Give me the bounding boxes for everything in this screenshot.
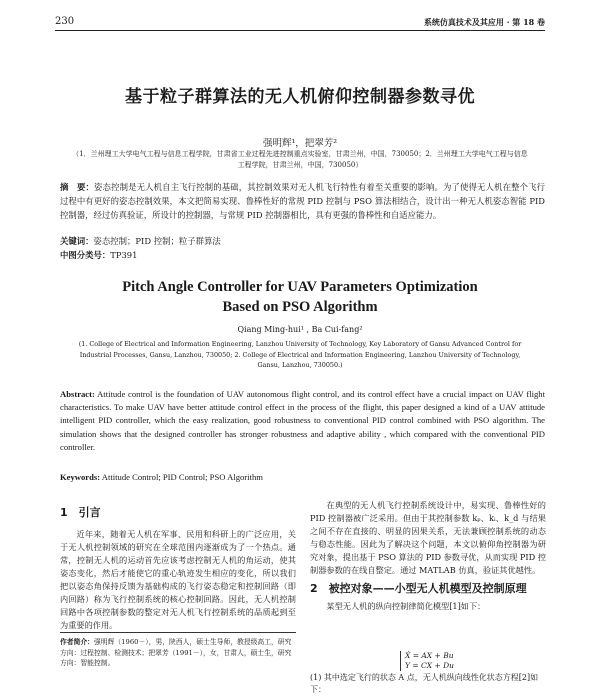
page-number: 230 — [55, 16, 75, 27]
keywords-english-text: Attitude Control; PID Control; PSO Algorithm — [100, 472, 263, 482]
equation-line-1: Ẋ = AX + Bu — [405, 651, 454, 660]
abstract-chinese-text: 姿态控制是无人机自主飞行控制的基础，其控制效果对无人机飞行特性有着至关重要的影响。为了使得无人机在整个飞行过程中有更好的姿态控制效果，本文把简易实现、鲁棒性好的常规 PID 控制与 PSO 算法相结合，设计出一种无人机姿态智能 PID 控制器，经过仿真验证，所设计的控制器，与常规 PID 控制器相比，具有更强的鲁棒性和自适应能力。 — [60, 182, 545, 220]
abstract-english-text: Attitude control is the foundation of UAV autonomous flight control, and its control effect have a crucial impact on UAV flight characteristics. To make UAV have better attitude control effect in the process of the flight, this paper designed a kind of a UAV attitude intelligent PID controller, which the easy realization, good robustness to conventional PID control combined with PSO algorithm. The simulation shows that the designed controller has stronger robustness and adaptive ability , which compared with the conventional PID controller. — [60, 389, 545, 452]
affiliation-chinese: （1．兰州理工大学电气工程与信息工程学院，甘肃省工业过程先进控制重点实验室，甘肃兰州，中国，730050；2．兰州理工大学电气工程与信息工程学院，甘肃兰州，中国，730050） — [72, 150, 528, 169]
running-header — [55, 14, 545, 31]
right-column — [310, 499, 546, 613]
affiliation-english: (1. College of Electrical and Information Engineering, Lanzhou University of Technology, Key Laboratory of Gansu Advanced Control for Industrial Processes, Gansu, Lanzhou, 730050; 2. College of Electrical and Information Engineering, Lanzhou University of Technology, Gansu, Lanzhou, 730050.) — [78, 340, 522, 369]
title-english-line2: Based on PSO Algorithm — [222, 299, 378, 315]
abstract-english — [60, 388, 545, 454]
abstract-chinese — [60, 181, 545, 222]
section-1-paragraph: 近年来，随着无人机在军事、民用和科研上的广泛应用，关于无人机控制领域的研究在全球范围内逐渐成为了一个热点。通常，控制无人机的运动首先应该考虑控制无人机的角运动，使其姿态变化，然后才能使它的重心轨迹发生相应的变化，所以我们把以姿态角保持反馈为基础构成的飞行姿态稳定和控制回路（即内回路）称为飞行控制系统的核心控制回路。因此，无人机控制回路中各项控制参数的整定对无人机飞行控制系统的品质起到至为重要的作用。 — [60, 529, 296, 630]
title-english — [0, 277, 600, 317]
classification-number — [60, 249, 545, 261]
left-column — [60, 505, 296, 632]
title-english-line1: Pitch Angle Controller for UAV Parameters Optimization — [122, 279, 478, 295]
equation-tail-text: (1) 其中选定飞行的状态 A 点，无人机纵向线性化状态方程[2]如下： — [310, 673, 539, 694]
right-paragraph-1: 在典型的无人机飞行控制系统设计中，易实现、鲁棒性好的 PID 控制器被广泛采用。但由于其控制参数 kₚ、kᵢ、k_d 与结果之间不存在直接的、明显的因果关系，无法兼顾控制系统的动态与稳态性能。因此为了解决这个问题，本文以俯仰角控制器为研究对象，提出基于 PSO 算法的 PID 参数寻优，从而实现 PID 控制器参数的在线自整定。通过 MATLAB 仿真，验证其优越性。 — [310, 500, 546, 575]
keywords-chinese-label: 关键词： — [60, 236, 94, 246]
section-2-heading: 2 被控对象——小型无人机模型及控制原理 — [310, 582, 527, 595]
author-footnote — [60, 632, 296, 669]
keywords-chinese — [60, 235, 545, 248]
right-paragraph-2: 某型无人机的纵向控制律简化模型[1]如下： — [326, 601, 486, 611]
abstract-english-label: Abstract: — [60, 389, 95, 399]
footnote-label: 作者简介： — [60, 638, 94, 646]
footnote-text: 强明辉（1960－），男，陕西人，硕士生导师，教授级高工，研究方向：过程控制、检测技术；把翠芳（1991－），女，甘肃人，硕士生，研究方向：智能控制。 — [60, 638, 292, 667]
state-space-equation — [400, 651, 454, 671]
title-chinese: 基于粒子群算法的无人机俯仰控制器参数寻优 — [125, 87, 475, 107]
keywords-english — [60, 472, 545, 482]
classification-text: TP391 — [110, 250, 138, 260]
authors-chinese: 强明辉¹，把翠芳² — [262, 138, 338, 149]
journal-name: 系统仿真技术及其应用 · 第 18 卷 — [423, 17, 545, 27]
equation-line-2: Y = CX + Du — [405, 661, 454, 670]
keywords-chinese-text: 姿态控制；PID 控制；粒子群算法 — [93, 236, 221, 246]
authors-english: Qiang Ming-hui¹ , Ba Cui-fang² — [237, 325, 363, 334]
keywords-english-label: Keywords: — [60, 472, 101, 482]
section-1-heading: 1 引言 — [60, 506, 101, 519]
abstract-chinese-label: 摘 要： — [60, 182, 95, 192]
classification-label: 中图分类号： — [60, 250, 111, 260]
